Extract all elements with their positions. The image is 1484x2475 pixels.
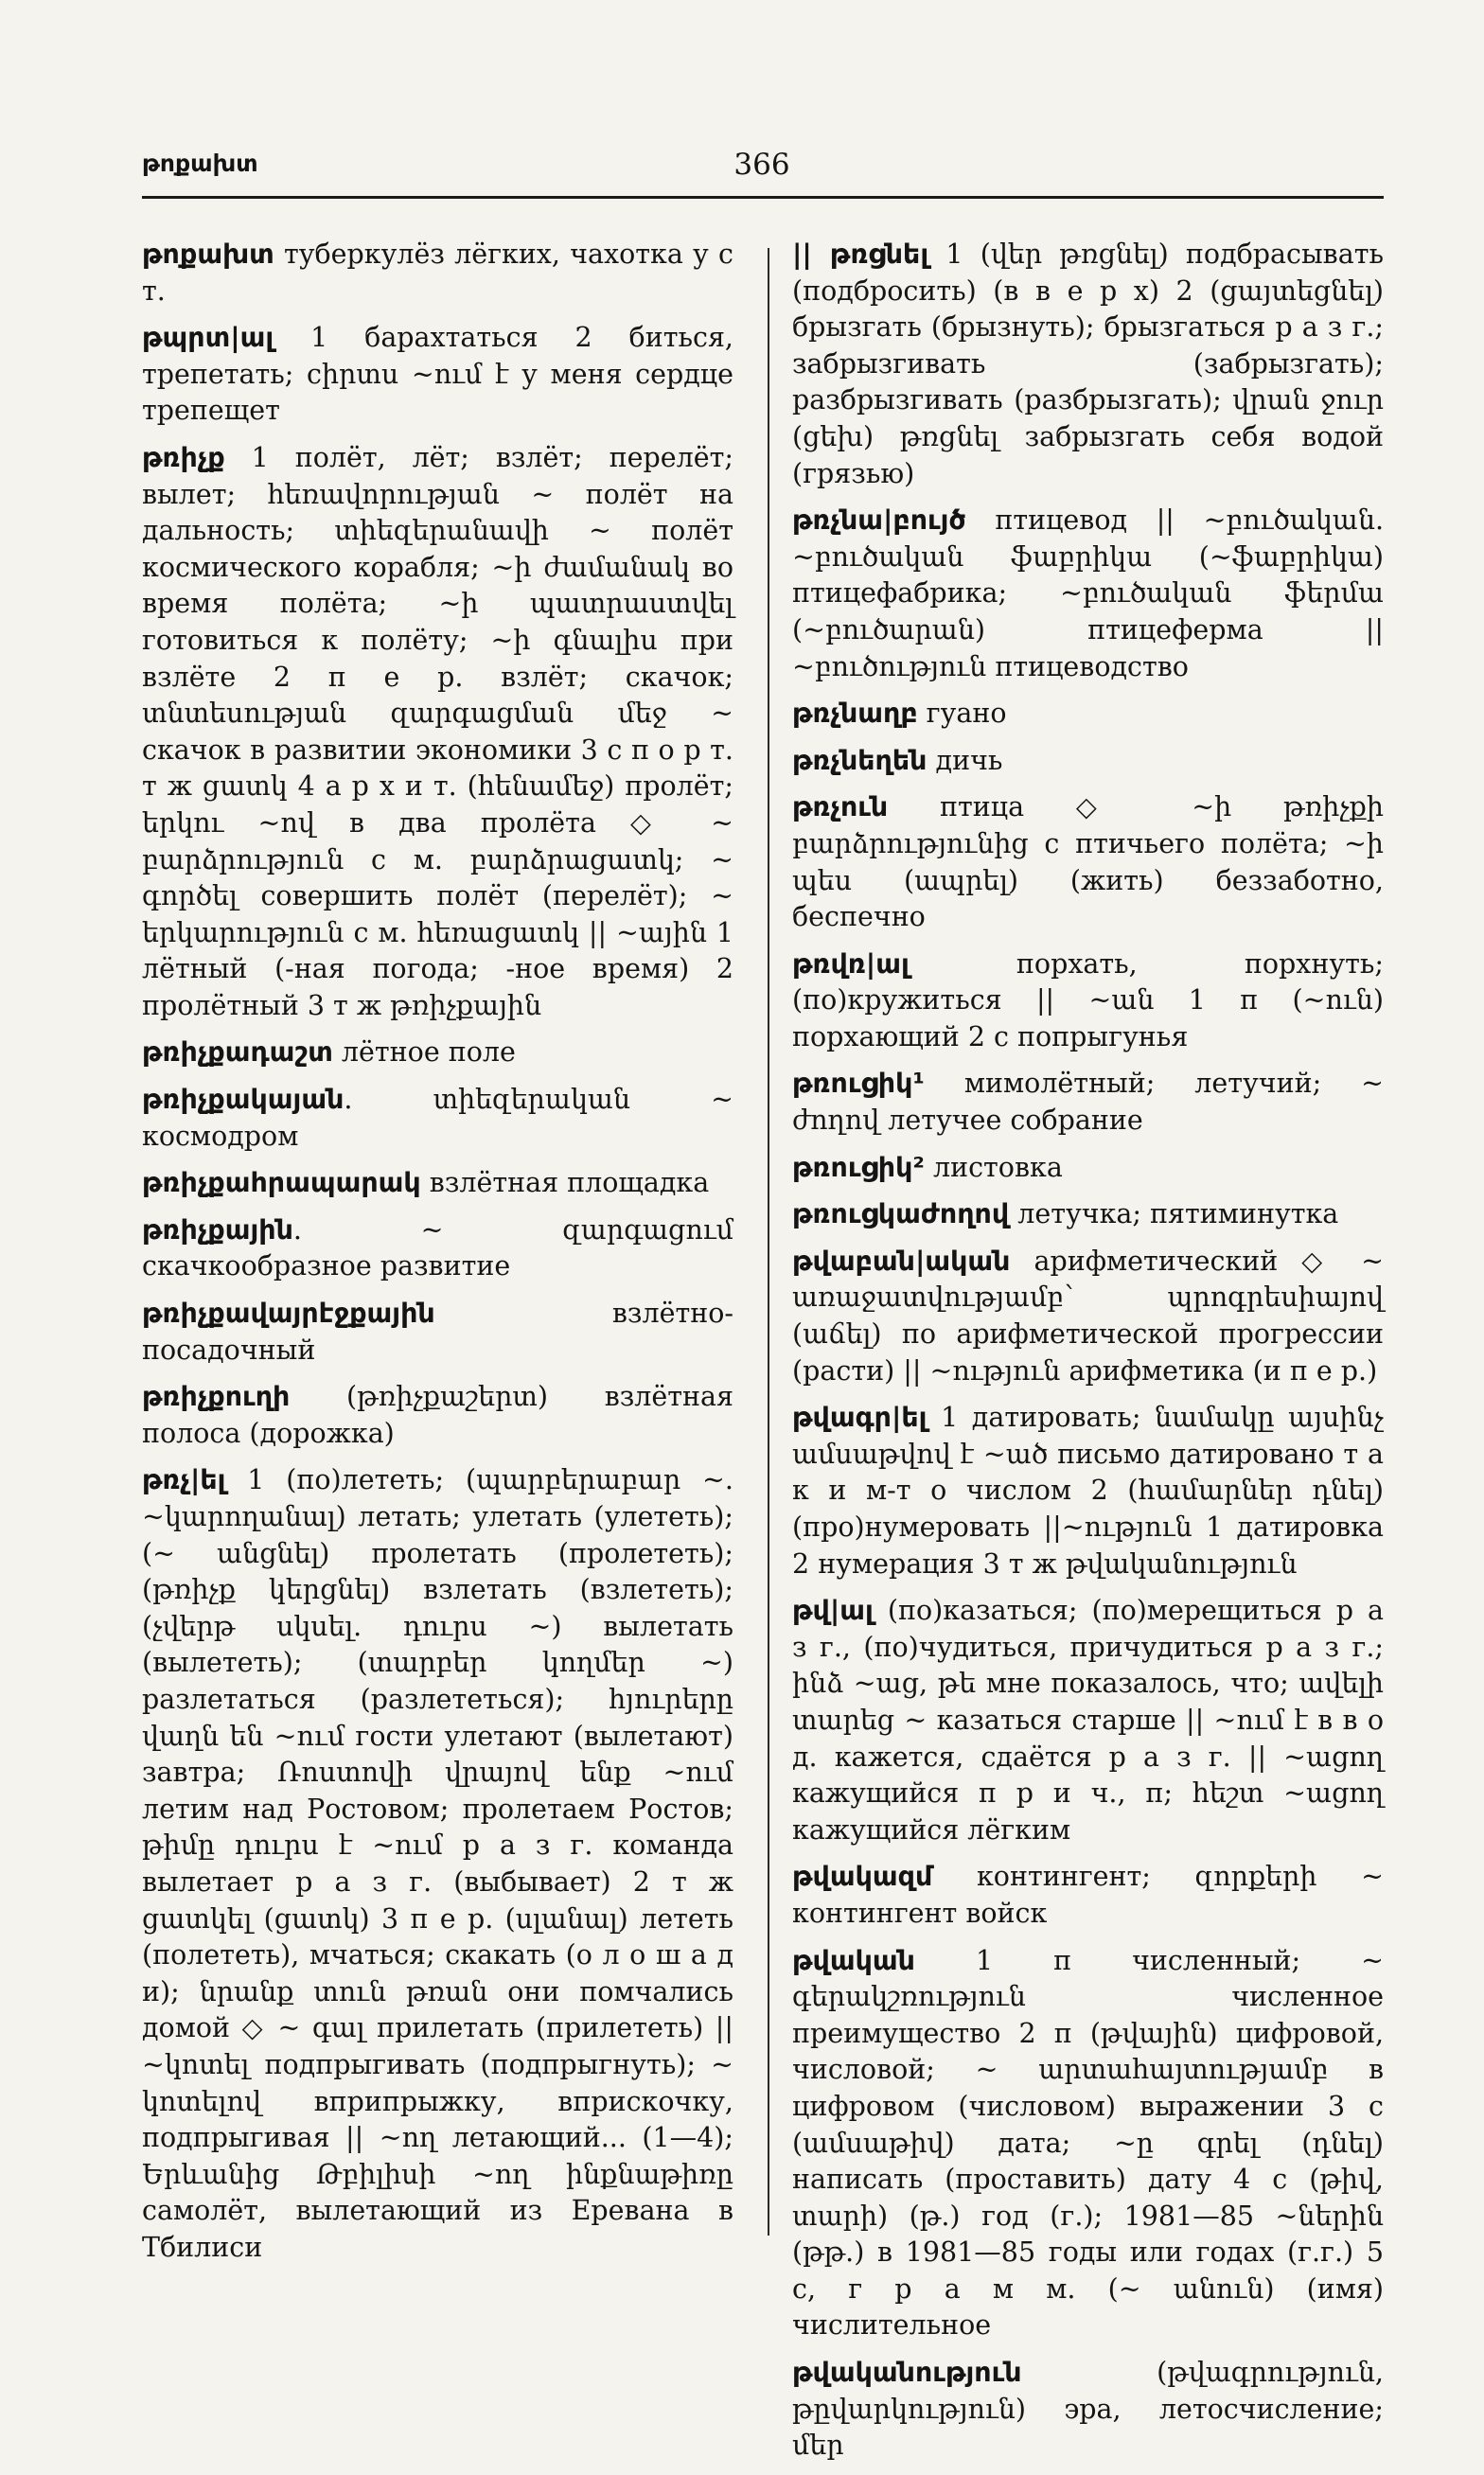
- dictionary-entry: [792, 1196, 1384, 1233]
- entry-headword: թռչնեղեն: [792, 744, 928, 776]
- entry-text: . տիեզերական ~ космодром: [142, 1084, 733, 1152]
- entry-headword: թռիչքավայրէջքային: [142, 1298, 435, 1330]
- entry-text: . ~ զարգացում скачкообразное развитие: [142, 1213, 733, 1282]
- dictionary-entry: [792, 503, 1384, 685]
- entry-text: 1 барахтаться 2 биться, трепетать; сիրտս ~ում է у меня сердце трепещет: [142, 322, 733, 427]
- entry-text: летучка; пятиминутка: [1009, 1198, 1339, 1230]
- entry-headword: թռիչքուղի: [142, 1381, 291, 1413]
- entry-text: арифметический ◇ ~ առաջատվությամբ՝ պրոգրեսիայով (աճել) по арифметической прогрессии (расти) || ~ություն арифметика (и п е р.): [792, 1245, 1384, 1387]
- dictionary-entry: [142, 320, 733, 430]
- entry-headword: թոքախտ: [142, 239, 274, 270]
- entry-headword: թռչուն: [792, 791, 889, 823]
- entry-text: 1 датировать; նամակը այսինչ ամսաթվով է ~ած письмо датировано т а к и м-т о числом 2 (համարներ դնել) (про)нумеровать ||~ություն 1 датировка 2 нумерация 3 т ж թվականություն: [792, 1402, 1384, 1580]
- dictionary-entry: [792, 1859, 1384, 1932]
- entry-text: (թռիչքաշերտ) взлётная полоса (дорожка): [142, 1381, 733, 1449]
- dictionary-entry: [792, 789, 1384, 935]
- entry-text: листовка: [924, 1151, 1063, 1183]
- entry-text: 1 полёт, лёт; взлёт; перелёт; вылет; հեռավորության ~ полёт на дальность; տիեզերանավի ~ полёт космического корабля; ~ի ժամանակ во время полёта; ~ի պատրաստվել готовиться к полёту; ~ի գնալիս при взлёте 2 п е р. взлёт; скачок; տնտեսության զարգացման մեջ ~ скачок в развитии экономики 3 с п о р т. т ж ցատկ 4 а р х и т. (հենամեջ) пролёт; երկու ~ով в два пролёта ◇ ~ բարձրություն с м. բարձրացատկ; ~ գործել совершить полёт (перелёт); ~ երկարություն с м. հեռացատկ || ~ային 1 лётный (-ная погода; -ное время) 2 пролётный 3 т ж թռիչքային: [142, 441, 733, 1021]
- entry-text: гуано: [917, 698, 1007, 730]
- entry-text: контингент; զորքերի ~ контингент войск: [792, 1861, 1384, 1929]
- entry-headword: թպրտ|ալ: [142, 322, 274, 354]
- entry-headword: թռուցկաժողով: [792, 1198, 1010, 1230]
- dictionary-entry: [142, 1082, 733, 1155]
- entry-text: 1 п численный; ~ գերակշռություն численное преимущество 2 п (թվային) цифровой, числовой; ~ արտահայտությամբ в цифровом (числовом) выражении 3 с (ամսաթիվ) дата; ~ը գրել (դնել) написать (проставить) дату 4 с (թիվ, տարի) (թ.) год (г.); 1981—85 ~ներին (թթ.) в 1981—85 годы или годах (г.г.) 5 с, г р а м м. (~ անուն) (имя) числительное: [792, 1944, 1384, 2342]
- entry-headword: թռիչքային: [142, 1213, 293, 1246]
- entry-headword: թռիչքադաշտ: [142, 1036, 333, 1069]
- entry-text: птицевод || ~բուծական. ~բուծական ֆաբրիկա (~ֆաբրիկա) птицефабрика; ~բուծական ֆերմա (~բուծարան) птицеферма || ~բուծություն птицеводство: [792, 504, 1384, 682]
- page-header: [142, 142, 1382, 189]
- dictionary-entry: [142, 1296, 733, 1369]
- entry-headword: թվ|ալ: [792, 1595, 874, 1627]
- dictionary-entry: [142, 1165, 733, 1202]
- entry-text: порхать, порхнуть; (по)кружиться || ~ան 1 п (~ուն) порхающий 2 с попрыгунья: [792, 947, 1384, 1052]
- entry-headword: թվագր|ել: [792, 1402, 928, 1434]
- left-column: [142, 237, 733, 2276]
- dictionary-entry: [792, 743, 1384, 780]
- dictionary-entry: [142, 237, 733, 309]
- entry-headword: թռչ|ել: [142, 1464, 226, 1496]
- dictionary-entry: [142, 440, 733, 1025]
- entry-headword: թռիչքակայան: [142, 1084, 344, 1116]
- entry-text: птица ◇ ~ի թռիչքի բարձրությունից с птичьего полёта; ~ի պես (ապրել) (жить) беззаботно, беспечно: [792, 791, 1384, 933]
- entry-text: взлётная площадка: [420, 1167, 710, 1199]
- entry-headword: թռվռ|ալ: [792, 947, 910, 980]
- entry-text: (по)казаться; (по)мерещиться р а з г., (по)чудиться, причудиться р а з г.; ինձ ~աց, թե мне показалось, что; ավելի տարեց ~ казаться старше || ~ում է в в о д. кажется, сдаётся р а з г. || ~ացող кажущийся п р и ч., п; հեշտ ~ացող кажущийся лёгким: [792, 1595, 1384, 1846]
- entry-text: мимолётный; летучий; ~ ժողով летучее собрание: [792, 1068, 1384, 1137]
- dictionary-entry: [142, 1034, 733, 1071]
- running-head: թոքախտ: [142, 150, 258, 177]
- entry-headword: || թռցնել: [792, 239, 929, 270]
- dictionary-entry: [792, 696, 1384, 733]
- entry-headword: թռիչքահրապարակ: [142, 1167, 421, 1199]
- entry-text: дичь: [927, 744, 1003, 776]
- entry-headword: թռչնա|բույծ: [792, 504, 966, 537]
- entry-headword: թռչնաղբ: [792, 698, 918, 730]
- entry-text: 1 (по)лететь; (պարբերաբար ~. ~կարողանալ) летать; улетать (улететь); (~ անցնել) пролетать (пролететь); (թռիչք կերցնել) взлетать (взлететь); (չվերթ սկսել. դուրս ~) вылетать (вылететь); (տարբեր կողմեր ~) разлетаться (разлететься); հյուրերը վաղն են ~ում гости улетают (вылетают) завтра; Ռոստովի վրայով ենք ~ում летим над Ростовом; пролетаем Ростов; թիմը դուրս է ~ում р а з г. команда вылетает р а з г. (выбывает) 2 т ж ցատկել (ցատկ) 3 п е р. (սլանալ) лететь (полететь), мчаться; скакать (о л о ш а д и); նրանք տուն թռան они помчались домой ◇ ~ գալ прилетать (прилететь) || ~կոտել подпрыгивать (подпрыгнуть); ~ կոտելով вприпрыжку, вприскочку, подпрыгивая || ~ող летающий... (1—4); Երևանից Թբիլիսի ~ող ինքնաթիռը самолёт, вылетающий из Еревана в Тбилиси: [142, 1464, 733, 2263]
- entry-headword: թռիչք: [142, 441, 225, 473]
- column-divider: [768, 248, 769, 2236]
- dictionary-entry: [142, 1212, 733, 1285]
- dictionary-entry: [142, 1462, 733, 2266]
- dictionary-entry: [792, 1244, 1384, 1389]
- right-column: [792, 237, 1384, 2475]
- entry-text: взлётно-посадочный: [142, 1298, 733, 1366]
- dictionary-entry: [142, 1379, 733, 1452]
- entry-headword: թվաբան|ական: [792, 1245, 1011, 1277]
- dictionary-entry: [792, 1400, 1384, 1582]
- dictionary-entry: [792, 1150, 1384, 1187]
- dictionary-entry: [792, 2355, 1384, 2465]
- dictionary-entry: [792, 946, 1384, 1056]
- entry-headword: թվականություն: [792, 2357, 1022, 2389]
- entry-headword: թվական: [792, 1944, 915, 1976]
- page-number: 366: [733, 148, 790, 182]
- entry-text: (թվագրություն, թըվարկություն) эра, летосчисление; մեր: [792, 2357, 1384, 2462]
- entry-text: 1 (վեր թռցնել) подбрасывать (подбросить) (в в е р х) 2 (ցայտեցնել) брызгать (брызнуть); брызгаться р а з г.; забрызгивать (забрызгать); разбрызгивать (разбрызгать); վրան ջուր (ցեխ) թռցնել забрызгать себя водой (грязью): [792, 239, 1384, 489]
- dictionary-entry: [792, 1066, 1384, 1139]
- entry-headword: թռուցիկ¹: [792, 1068, 925, 1100]
- dictionary-entry: [792, 1943, 1384, 2345]
- entry-text: лётное поле: [332, 1036, 516, 1069]
- header-rule: [142, 196, 1384, 199]
- dictionary-entry: [792, 237, 1384, 492]
- dictionary-entry: [792, 1593, 1384, 1848]
- entry-headword: թվակազմ: [792, 1861, 933, 1893]
- entry-headword: թռուցիկ²: [792, 1151, 925, 1183]
- entry-text: туберкулёз лёгких, чахотка у с т.: [142, 239, 733, 307]
